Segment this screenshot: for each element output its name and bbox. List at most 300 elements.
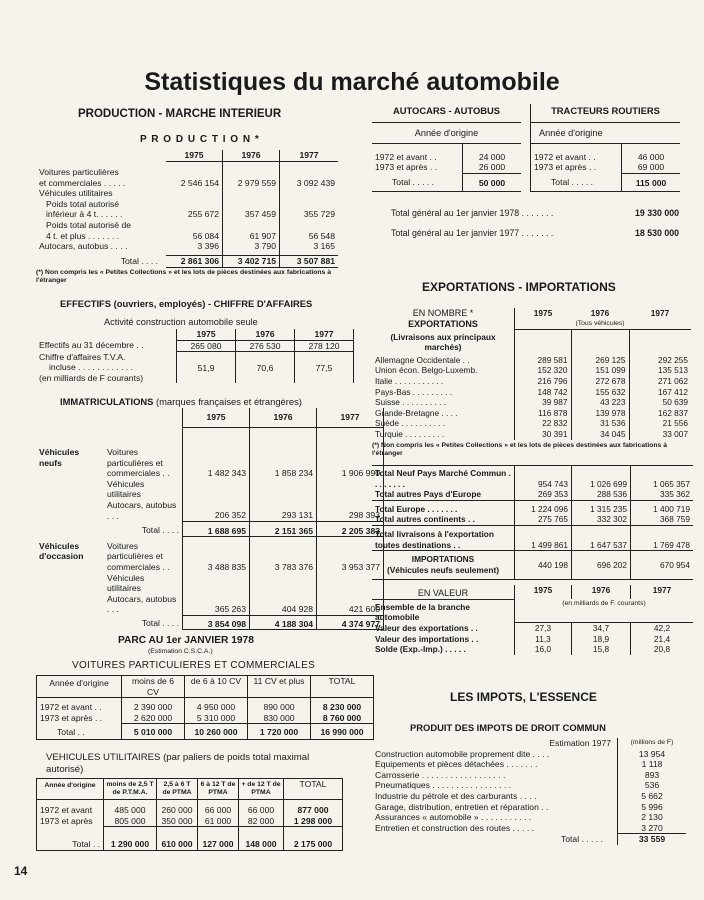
- table-row: [36, 537, 384, 573]
- autocars-table: [372, 104, 521, 192]
- row-label: 1972 et avant . .: [37, 698, 122, 713]
- cell: 18,9: [572, 634, 631, 645]
- row-label: Allemagne Occidentale . .: [375, 354, 470, 365]
- total-cell: 2 861 306: [166, 256, 223, 268]
- column-header: Année d'origine: [372, 122, 521, 144]
- table-row: [36, 573, 384, 615]
- cell: 536: [618, 780, 687, 791]
- table-row: [531, 152, 681, 163]
- export-year: 1977: [650, 308, 670, 318]
- production-year: 1977: [280, 150, 339, 161]
- table-row: [372, 823, 686, 834]
- cell: 350 000: [157, 816, 198, 827]
- table-row: [372, 525, 693, 550]
- total-cell: 2 175 000: [284, 827, 343, 851]
- table-row: [372, 152, 521, 163]
- row-label: Carrosserie . . . . . . . . . . . . . . . . . .: [375, 769, 506, 780]
- row-label: Total Europe . . . . . . .: [375, 503, 458, 514]
- effectifs-year: 1977: [295, 329, 354, 340]
- cell: 289 581: [515, 355, 572, 366]
- column-header: moins de 2,5 T de P.T.M.A.: [104, 779, 157, 800]
- row-label: Total général au 1er janvier 1978 . . . . . . .: [391, 208, 554, 218]
- table-row: [388, 228, 682, 239]
- cell: 56 084: [192, 230, 219, 241]
- cell: 1 400 719: [631, 500, 694, 514]
- cell: 1 769 478: [631, 525, 694, 550]
- table-row: [372, 802, 686, 813]
- impots-table: [372, 738, 686, 845]
- table-row: [372, 408, 691, 419]
- exportations-label: EXPORTATIONS: [408, 318, 478, 329]
- cell: 51,9: [177, 352, 236, 384]
- row-label: Turquie . . . . . . . . .: [375, 429, 445, 440]
- cell: 3 270: [618, 823, 687, 834]
- cell: 2 130: [618, 812, 687, 823]
- table-row: [36, 188, 338, 199]
- row-label: Union écon. Belgo-Luxemb.: [375, 365, 478, 376]
- cell: 269 125: [571, 355, 629, 366]
- column-header: TOTAL: [284, 779, 343, 800]
- column-header: TOTAL: [311, 676, 374, 698]
- immat-year: 1976: [250, 408, 317, 427]
- cell: 50 639: [629, 397, 691, 408]
- export-note: (*) Non compris les « Petites Collections » et les lots de pièces destinées aux fabrications à l'étranger: [372, 442, 668, 457]
- cell: 485 000: [104, 800, 157, 816]
- row-label: 1972 et avant: [37, 800, 104, 816]
- page-title: Statistiques du marché automobile: [144, 68, 560, 96]
- row-label: Chiffre d'affaires T.V.A.: [39, 351, 126, 362]
- cell: 696 202: [572, 551, 631, 580]
- cell: 69 000: [622, 162, 681, 173]
- cell: 22 832: [515, 418, 572, 429]
- group-label: Véhicules neufs: [39, 447, 80, 468]
- autocars-heading: AUTOCARS - AUTOBUS: [372, 104, 521, 122]
- cell: 66 000: [198, 800, 239, 816]
- cell: 8 230 000: [311, 698, 374, 713]
- cell: 440 198: [515, 551, 572, 580]
- total-cell: 3 854 098: [183, 615, 250, 630]
- export-year: 1975: [515, 308, 572, 319]
- row-label: Solde (Exp.-Imp.) . . . . .: [375, 644, 466, 655]
- cell: 1 224 096: [515, 500, 572, 514]
- cell: 4 950 000: [185, 698, 248, 713]
- cell: 152 320: [515, 365, 572, 376]
- effectifs-year: 1976: [236, 329, 295, 340]
- total-row: [372, 173, 521, 191]
- row-label: Valeur des importations . .: [375, 633, 479, 644]
- unit-label: (millions de F): [618, 738, 687, 749]
- cell: 269 353: [515, 489, 572, 500]
- total-cell: 5 010 000: [122, 724, 185, 740]
- cell: 167 412: [629, 387, 691, 398]
- total-label: Total . . . .: [141, 525, 179, 536]
- row-label: 1973 et après . .: [375, 162, 438, 173]
- cell: 162 837: [629, 408, 691, 419]
- row-label: 1972 et avant . .: [531, 152, 622, 163]
- cell: 877 000: [284, 800, 343, 816]
- row-label: Autocars, autobus . . . .: [39, 241, 128, 252]
- row-label: (en milliards de F courants): [39, 372, 144, 383]
- immat-year: 1975: [183, 408, 250, 427]
- cell: 805 000: [104, 816, 157, 827]
- total-label: Total . . . .: [120, 255, 158, 266]
- cell: 21 556: [629, 418, 691, 429]
- total-cell: 3 507 881: [280, 256, 339, 268]
- table-row: [36, 199, 338, 220]
- cell: 34,7: [572, 623, 631, 634]
- cell: 260 000: [157, 800, 198, 816]
- cell: 335 362: [631, 489, 694, 500]
- cell: 1 065 357: [631, 466, 694, 490]
- total-cell: 1 290 000: [104, 827, 157, 851]
- cell: 255 672: [187, 209, 219, 220]
- total-row: [37, 827, 343, 851]
- cell: 276 530: [236, 340, 295, 352]
- cell: 34 045: [571, 429, 629, 440]
- effectifs-table: [36, 329, 354, 383]
- row-label: 1973 et après . .: [37, 713, 122, 724]
- cell: 5 310 000: [185, 713, 248, 724]
- row-label: Voitures particulières: [39, 167, 119, 178]
- row-label: Suisse . . . . . . . . . .: [375, 397, 447, 408]
- table-row: [372, 355, 691, 366]
- cell: 954 743: [515, 466, 572, 490]
- row-label: Valeur des exportations . .: [375, 622, 478, 633]
- total-cell: 10 260 000: [185, 724, 248, 740]
- cell: 8 760 000: [311, 713, 374, 724]
- cell: 148 742: [515, 387, 572, 398]
- importations-label: IMPORTATIONS: [411, 554, 475, 565]
- cell: 1 315 235: [572, 500, 631, 514]
- table-row: [372, 418, 691, 429]
- page-number: 14: [14, 864, 28, 878]
- row-label: Poids total autorisé: [46, 198, 120, 209]
- row-label: Pays-Bas . . . . . . . . .: [375, 386, 452, 397]
- cell: 1 482 343: [183, 427, 250, 479]
- cell: 275 765: [515, 514, 572, 525]
- table-row: [36, 352, 354, 384]
- valeur-year: 1977: [631, 585, 694, 599]
- cell: 1 118: [618, 759, 687, 770]
- total-cell: 1 720 000: [248, 724, 311, 740]
- column-header: Année d'origine: [531, 122, 681, 144]
- total-cell: 33 559: [618, 834, 687, 845]
- table-row: [372, 780, 686, 791]
- row-label: 1973 et après . .: [531, 162, 622, 173]
- row-label: Entretien et construction des routes . . . . .: [375, 822, 535, 833]
- total-cell: 4 374 977: [317, 615, 384, 630]
- cell: 139 978: [571, 408, 629, 419]
- impots-heading: LES IMPOTS, L'ESSENCE: [450, 690, 597, 704]
- cell: 3 783 376: [250, 537, 317, 573]
- cell: 3 953 377: [317, 537, 384, 573]
- row-label: Total général au 1er janvier 1977 . . . . . . .: [391, 227, 554, 238]
- row-label: 1972 et avant . .: [375, 151, 437, 162]
- total-general-table: [388, 208, 682, 238]
- cell: 3 790: [223, 241, 280, 252]
- valeur-year: 1975: [515, 585, 572, 599]
- valeur-unit: (en milliards de F. courants): [515, 599, 694, 623]
- row-label: Garage, distribution, entretien et réparation . .: [375, 801, 549, 812]
- total-row: [36, 615, 384, 630]
- total-cell: 2 205 383: [317, 521, 384, 537]
- total-label: Total . . . . .: [372, 173, 463, 191]
- cell: 2 620 000: [122, 713, 185, 724]
- valeur-label: EN VALEUR: [417, 588, 469, 598]
- cell: 265 080: [177, 340, 236, 352]
- cell: 216 796: [515, 376, 572, 387]
- vu-heading: VEHICULES UTILITAIRES (par paliers de poids total maximal autorisé): [46, 752, 310, 775]
- table-row: [372, 162, 521, 173]
- table-row: [37, 816, 343, 827]
- cell: 1 298 000: [284, 816, 343, 827]
- impots-subheading: PRODUIT DES IMPOTS DE DROIT COMMUN: [410, 722, 606, 733]
- immat-heading-wrap: [60, 396, 302, 407]
- cell: 16,0: [515, 644, 572, 655]
- parc-heading: PARC AU 1er JANVIER 1978: [118, 635, 254, 646]
- column-header: Année d'origine: [37, 676, 122, 698]
- parc-vu-table: [36, 778, 343, 851]
- total-cell: 148 000: [239, 827, 284, 851]
- table-row: [37, 713, 374, 724]
- cell: 1 906 990: [317, 427, 384, 479]
- column-header: 6 à 12 T de PTMA: [198, 779, 239, 800]
- production-subheading: P R O D U C T I O N *: [140, 134, 260, 145]
- cell: 2 546 154: [180, 177, 219, 188]
- effectifs-subheading: Activité construction automobile seule: [104, 317, 258, 327]
- cell: 357 459: [223, 199, 280, 220]
- total-label: Total . .: [37, 827, 104, 851]
- cell: 292 255: [629, 355, 691, 366]
- cell: 1 026 699: [572, 466, 631, 490]
- total-row: [37, 724, 374, 740]
- cell: 278 120: [295, 340, 354, 352]
- table-row: [372, 387, 691, 398]
- total-cell: 50 000: [463, 173, 522, 191]
- row-label: Total livraisons à l'exportation toutes destinations . .: [372, 525, 515, 550]
- cell: 42,2: [631, 623, 694, 634]
- row-label: Italie . . . . . . . . . . .: [375, 376, 444, 387]
- export-heading: EXPORTATIONS - IMPORTATIONS: [422, 280, 616, 294]
- immat-year: 1977: [317, 408, 384, 427]
- cell: 77,5: [295, 352, 354, 384]
- cell: 3 396: [197, 241, 219, 252]
- column-header: + de 12 T de PTMA: [239, 779, 284, 800]
- row-label: 4 t. et plus . . . . . . .: [46, 230, 120, 241]
- parc-estimation: (Estimation C.S.C.A.): [148, 648, 213, 655]
- row-label: 1973 et après: [37, 816, 104, 827]
- row-label: Assurances « automobile » . . . . . . . . . . .: [375, 812, 532, 823]
- table-row: [372, 551, 693, 580]
- table-row: [372, 812, 686, 823]
- cell: 18 530 000: [634, 227, 679, 238]
- row-label: Total autres Pays d'Europe: [372, 489, 515, 500]
- cell: 15,8: [572, 644, 631, 655]
- valeur-year: 1976: [572, 585, 631, 599]
- total-row: [531, 173, 681, 191]
- cell: 155 632: [571, 387, 629, 398]
- cell: 11,3: [515, 634, 572, 645]
- row-label: Pneumatiques . . . . . . . . . . . . . . . . .: [375, 780, 512, 791]
- table-row: [36, 479, 384, 521]
- cell: 151 099: [571, 365, 629, 376]
- total-row: [36, 521, 384, 537]
- cell: 27,3: [515, 623, 572, 634]
- cell: 33 007: [629, 429, 691, 440]
- nombre-label: EN NOMBRE *: [412, 308, 474, 318]
- cell: 206 352: [183, 479, 250, 521]
- table-row: [372, 514, 693, 525]
- cell: 893: [618, 770, 687, 781]
- total-label: Total . . . . .: [531, 173, 622, 191]
- table-row: [372, 376, 691, 387]
- total-cell: 4 188 304: [250, 615, 317, 630]
- branche-label: Ensemble de la branche automobile: [372, 599, 515, 623]
- table-row: [372, 489, 693, 500]
- table-row: [372, 749, 686, 760]
- cell: 830 000: [248, 713, 311, 724]
- total-label: Total . . . .: [141, 618, 179, 628]
- cell: 3 092 439: [280, 167, 339, 188]
- export-totals-table: [372, 465, 693, 580]
- total-cell: 16 990 000: [311, 724, 374, 740]
- cell: 61 000: [198, 816, 239, 827]
- cell: 288 536: [572, 489, 631, 500]
- production-heading: PRODUCTION - MARCHE INTERIEUR: [78, 108, 282, 120]
- table-row: [531, 162, 681, 173]
- table-row: [36, 220, 338, 241]
- table-row: [372, 365, 691, 376]
- cell: 2 979 559: [223, 167, 280, 188]
- estimation-label: Estimation 1977: [549, 738, 611, 748]
- export-table: [372, 308, 691, 440]
- effectifs-year: 1975: [177, 329, 236, 340]
- table-row: [372, 770, 686, 781]
- row-label: Voitures particulières et commerciales . .: [107, 447, 170, 479]
- cell: 39 987: [515, 397, 572, 408]
- cell: 5 662: [618, 791, 687, 802]
- row-label: Véhicules utilitaires Autocars, autobus . . .: [107, 572, 177, 615]
- row-label: Industrie du pétrole et des carburants . . . .: [375, 790, 537, 801]
- total-cell: 3 402 715: [223, 256, 280, 268]
- row-label: Voitures particulières et commerciales . .: [107, 540, 170, 573]
- total-cell: 610 000: [157, 827, 198, 851]
- table-row: [36, 167, 338, 188]
- tracteurs-table: [530, 104, 680, 192]
- cell: 1 499 861: [515, 525, 572, 550]
- table-row: [36, 427, 384, 479]
- cell: 272 678: [571, 376, 629, 387]
- cell: 5 996: [618, 802, 687, 813]
- column-header: 11 CV et plus: [248, 676, 311, 698]
- row-label: Construction automobile proprement dite . . . .: [375, 748, 550, 759]
- row-label: Equipements et pièces détachées . . . . . . .: [375, 759, 538, 770]
- cell: 46 000: [622, 152, 681, 163]
- row-label: inférieur à 4 t. . . . . .: [46, 209, 123, 220]
- table-row: [372, 397, 691, 408]
- table-row: [372, 759, 686, 770]
- total-cell: 127 000: [198, 827, 239, 851]
- table-row: [372, 644, 693, 655]
- table-row: [36, 241, 338, 252]
- table-row: [372, 623, 693, 634]
- row-label: Véhicules utilitaires: [39, 188, 113, 199]
- immat-heading-rest: (marques françaises et étrangères): [153, 396, 302, 407]
- production-year: 1976: [223, 150, 280, 161]
- table-row: [372, 634, 693, 645]
- total-row: [372, 834, 686, 845]
- total-label: Total . .: [37, 724, 122, 740]
- cell: 24 000: [463, 152, 522, 163]
- row-label: Grande-Bretagne . . . .: [375, 407, 458, 418]
- cell: 70,6: [236, 352, 295, 384]
- row-label: et commerciales . . . . .: [39, 177, 126, 188]
- cell: 3 488 835: [183, 537, 250, 573]
- cell: 368 759: [631, 514, 694, 525]
- column-header: moins de 6 CV: [122, 676, 185, 698]
- cell: 3 165: [280, 241, 339, 252]
- valeur-table: [372, 585, 693, 655]
- cell: 2 390 000: [122, 698, 185, 713]
- table-row: [372, 791, 686, 802]
- total-label: Total . . . . .: [560, 833, 603, 844]
- cell: 26 000: [463, 162, 522, 173]
- effectifs-heading: EFFECTIFS (ouvriers, employés) - CHIFFRE D'AFFAIRES: [60, 298, 313, 309]
- cell: 82 000: [239, 816, 284, 827]
- production-table: [36, 150, 338, 268]
- total-cell: 2 151 365: [250, 521, 317, 537]
- cell: 13 954: [618, 749, 687, 760]
- table-row: [37, 698, 374, 713]
- tracteurs-heading: TRACTEURS ROUTIERS: [531, 104, 681, 122]
- cell: 1 647 537: [572, 525, 631, 550]
- column-header: de 6 à 10 CV: [185, 676, 248, 698]
- cell: 298 393: [317, 479, 384, 521]
- cell: 66 000: [239, 800, 284, 816]
- total-cell: 115 000: [622, 173, 681, 191]
- production-note: (*) Non compris les « Petites Collections » et les lots de pièces destinées aux fabrications à l'étranger: [36, 269, 332, 284]
- row-label: Poids total autorisé de: [46, 220, 132, 231]
- cell: 670 954: [631, 551, 694, 580]
- cell: 332 302: [572, 514, 631, 525]
- cell: 30 391: [515, 429, 572, 440]
- cell: 890 000: [248, 698, 311, 713]
- column-header: Année d'origine: [37, 779, 104, 800]
- vp-heading: VOITURES PARTICULIERES ET COMMERCIALES: [72, 660, 316, 671]
- table-row: [372, 429, 691, 440]
- cell: 271 062: [629, 376, 691, 387]
- cell: 20,8: [631, 644, 694, 655]
- row-label: Total Neuf Pays Marché Commun . . . . . . . .: [372, 466, 515, 490]
- row-label: Suède . . . . . . . . . .: [375, 418, 446, 429]
- row-label: Effectifs au 31 décembre . .: [39, 340, 144, 351]
- cell: 1 858 234: [250, 427, 317, 479]
- total-row: [36, 256, 338, 268]
- cell: 135 513: [629, 365, 691, 376]
- livraisons-label: (Livraisons aux principaux marchés): [390, 331, 496, 353]
- cell: 116 878: [515, 408, 572, 419]
- table-row: [372, 500, 693, 514]
- importations-sublabel: (Véhicules neufs seulement): [386, 564, 500, 575]
- cell: 19 330 000: [634, 208, 679, 218]
- cell: 293 131: [250, 479, 317, 521]
- cell: 21,4: [631, 634, 694, 645]
- cell: 31 536: [571, 418, 629, 429]
- production-year: 1975: [166, 150, 223, 161]
- table-row: [388, 208, 682, 219]
- immat-heading: IMMATRICULATIONS: [60, 396, 154, 407]
- cell: 61 907: [223, 220, 280, 241]
